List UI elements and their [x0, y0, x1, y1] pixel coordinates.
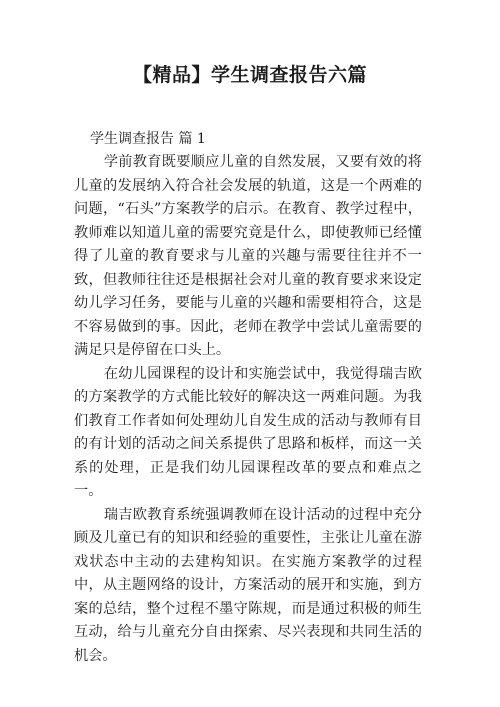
document-body — [74, 128, 422, 668]
section-heading: 学生调查报告 篇 1 — [90, 131, 206, 147]
paragraph: 瑞吉欧教育系统强调教师在设计活动的过程中充分顾及儿童已有的知识和经验的重要性，主张让儿童在游戏状态中主动的去建构知识。在实施方案教学的过程中，从主题网络的设计，方案活动的展开和实施，到方案的总结，整个过程不墨守陈规，而是通过积极的师生互动，给与儿童充分自由探索、尽兴表现和共同生活的机会。 — [74, 506, 422, 664]
paragraph: 在幼儿园课程的设计和实施尝试中，我觉得瑞吉欧的方案教学的方式能比较好的解决这一两难问题。为我们教育工作者如何处理幼儿自发生成的活动与教师有目的有计划的活动之间关系提供了思路和板样，而这一关系的处理，正是我们幼儿园课程改革的要点和难点之一。 — [74, 365, 422, 499]
paragraph: 学前教育既要顺应儿童的自然发展，又要有效的将儿童的发展纳入符合社会发展的轨道，这是一个两难的问题，“石头”方案教学的启示。在教育、教学过程中，教师难以知道儿童的需要究竟是什么，即使教师已经懂得了儿童的教育要求与儿童的兴趣与需要往往并不一致，但教师往往还是根据社会对儿童的教育要求来设定幼儿学习任务，要能与儿童的兴趣和需要相符合，这是不容易做到的事。因此，老师在教学中尝试儿童需要的满足只是停留在口头上。 — [74, 154, 422, 358]
document-title: 【精品】学生调查报告六篇 — [132, 64, 367, 86]
